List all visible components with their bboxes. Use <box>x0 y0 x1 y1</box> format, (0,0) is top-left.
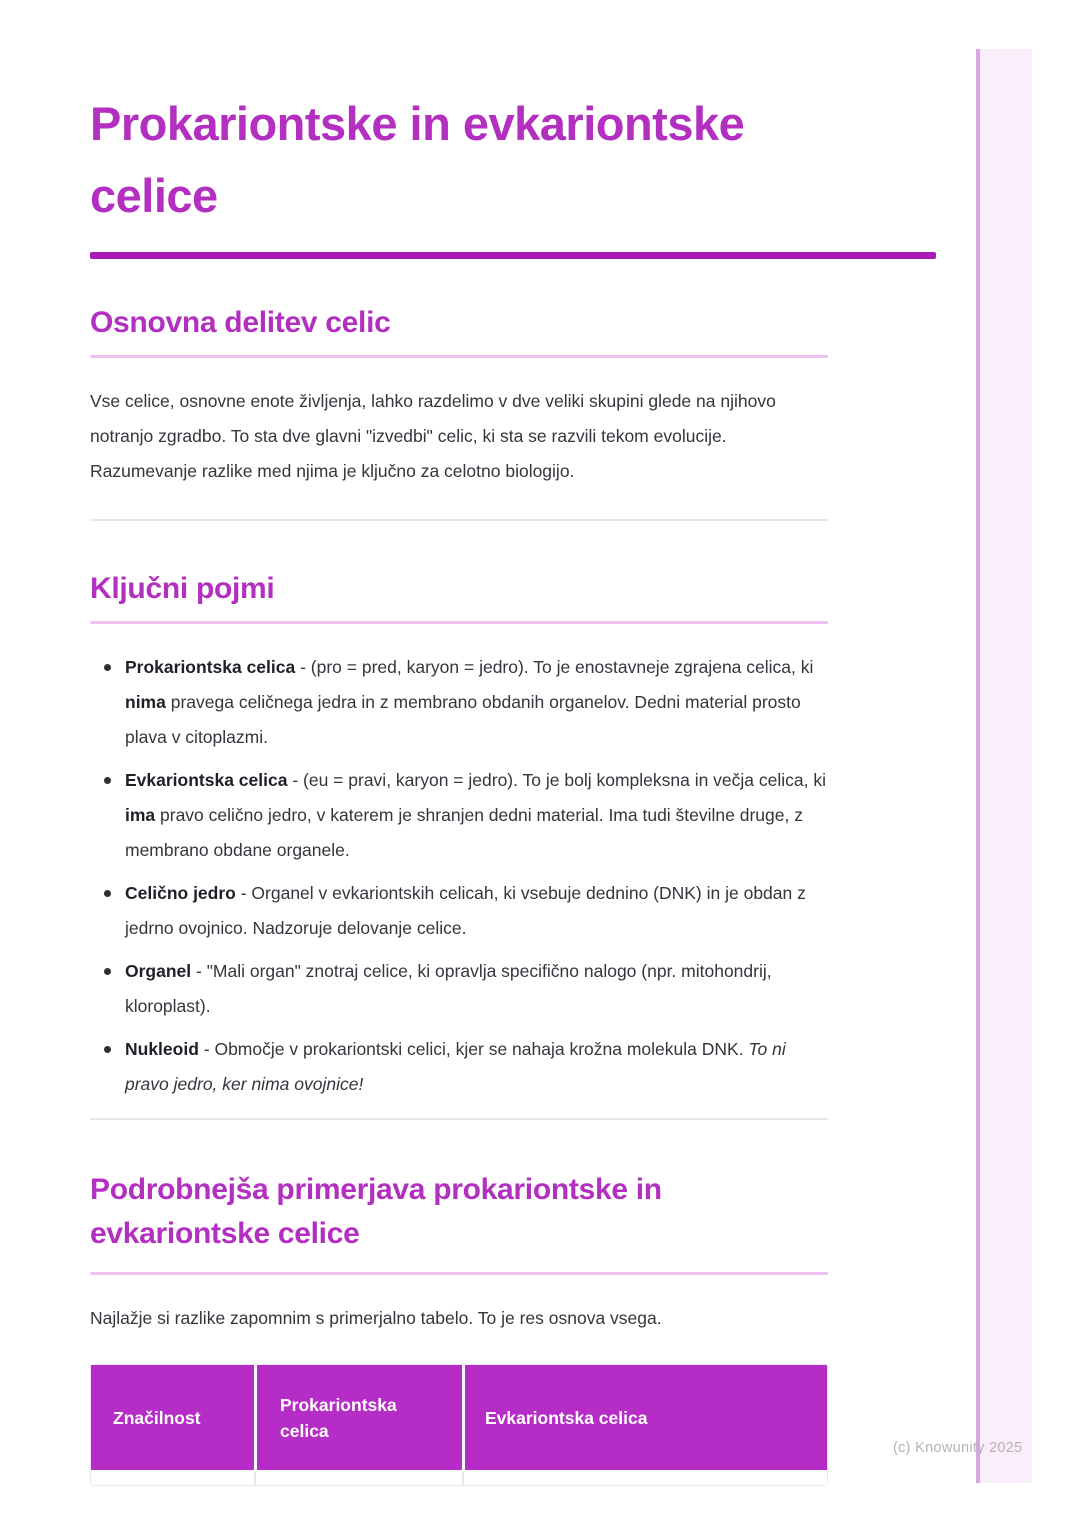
page-edge-stripe <box>976 49 1032 1483</box>
page-title-line1: Prokariontske in evkariontske <box>90 97 745 150</box>
term-definition: pravega celičnega jedra in z membrano obdanih organelov. Dedni material prosto plava v citoplazmi. <box>125 692 801 747</box>
page-title <box>90 88 936 232</box>
table-row <box>91 1470 827 1485</box>
section-underline <box>90 1272 828 1275</box>
paragraph-primerjava: Najlažje si razlike zapomnim s primerjalno tabelo. To je res osnova vsega. <box>90 1308 662 1328</box>
key-term-item-celicno-jedro <box>90 876 828 946</box>
section-heading-line1: Podrobnejša primerjava prokariontske in <box>90 1173 662 1206</box>
term-definition: pravo celično jedro, v katerem je shranjen dedni material. Ima tudi številne druge, z membrano obdane organele. <box>125 805 803 860</box>
key-term-item-prokariontska-celica <box>90 650 828 755</box>
term-label: Organel <box>125 961 192 981</box>
title-rule <box>90 252 936 259</box>
document-content <box>90 0 936 1486</box>
section-underline <box>90 355 828 358</box>
table-cell <box>91 1472 254 1485</box>
section-heading-primerjava <box>90 1168 936 1256</box>
section-heading-line2: evkariontske celice <box>90 1217 360 1250</box>
page-title-line2: celice <box>90 169 218 222</box>
term-note-italic: To ni pravo jedro, ker nima ovojnice! <box>125 1039 786 1094</box>
term-emphasis: ima <box>125 805 156 825</box>
section-heading-pojmi: Ključni pojmi <box>90 572 275 605</box>
table-header-znacilnost: Značilnost <box>113 1407 201 1428</box>
term-label: Prokariontska celica <box>125 657 296 677</box>
section-underline <box>90 621 828 624</box>
term-definition: - Organel v evkariontskih celicah, ki vsebuje dednino (DNK) in je obdan z jedrno ovojnico. Nadzoruje delovanje celice. <box>125 883 806 938</box>
term-emphasis: nima <box>125 692 166 712</box>
term-label: Celično jedro <box>125 883 236 903</box>
term-definition: - "Mali organ" znotraj celice, ki opravlja specifično nalogo (npr. mitohondrij, kloroplast). <box>125 961 772 1016</box>
term-label: Nukleoid <box>125 1039 199 1059</box>
table-header-prokariontska-celica: Prokariontska celica <box>254 1365 462 1470</box>
term-definition: - (eu = pravi, karyon = jedro). To je bolj kompleksna in večja celica, ki <box>287 770 827 790</box>
comparison-table <box>90 1364 828 1486</box>
term-label: Evkariontska celica <box>125 770 288 790</box>
comparison-table-header-row <box>91 1365 827 1470</box>
table-cell <box>462 1472 827 1485</box>
key-term-item-organel <box>90 954 828 1024</box>
section-divider <box>90 519 828 521</box>
key-terms-list <box>90 650 828 1102</box>
section-divider <box>90 1118 828 1120</box>
paragraph-osnovna: Vse celice, osnovne enote življenja, lahko razdelimo v dve veliki skupini glede na njihovo notranjo zgradbo. To sta dve glavni "izvedbi" celic, ki sta se razvili tekom evolucije. Razumevanje razlike med njima je ključno za celotno biologijo. <box>90 391 776 481</box>
term-definition: - Območje v prokariontski celici, kjer se nahaja krožna molekula DNK. <box>198 1039 749 1059</box>
key-term-item-evkariontska-celica <box>90 763 828 868</box>
term-definition: - (pro = pred, karyon = jedro). To je enostavneje zgrajena celica, ki <box>295 657 814 677</box>
section-heading-osnovna: Osnovna delitev celic <box>90 306 391 339</box>
copyright-watermark: (c) Knowunity 2025 <box>893 1440 1023 1456</box>
key-term-item-nukleoid <box>90 1032 828 1102</box>
table-header-evkariontska-celica: Evkariontska celica <box>462 1365 827 1470</box>
table-cell <box>254 1472 462 1485</box>
